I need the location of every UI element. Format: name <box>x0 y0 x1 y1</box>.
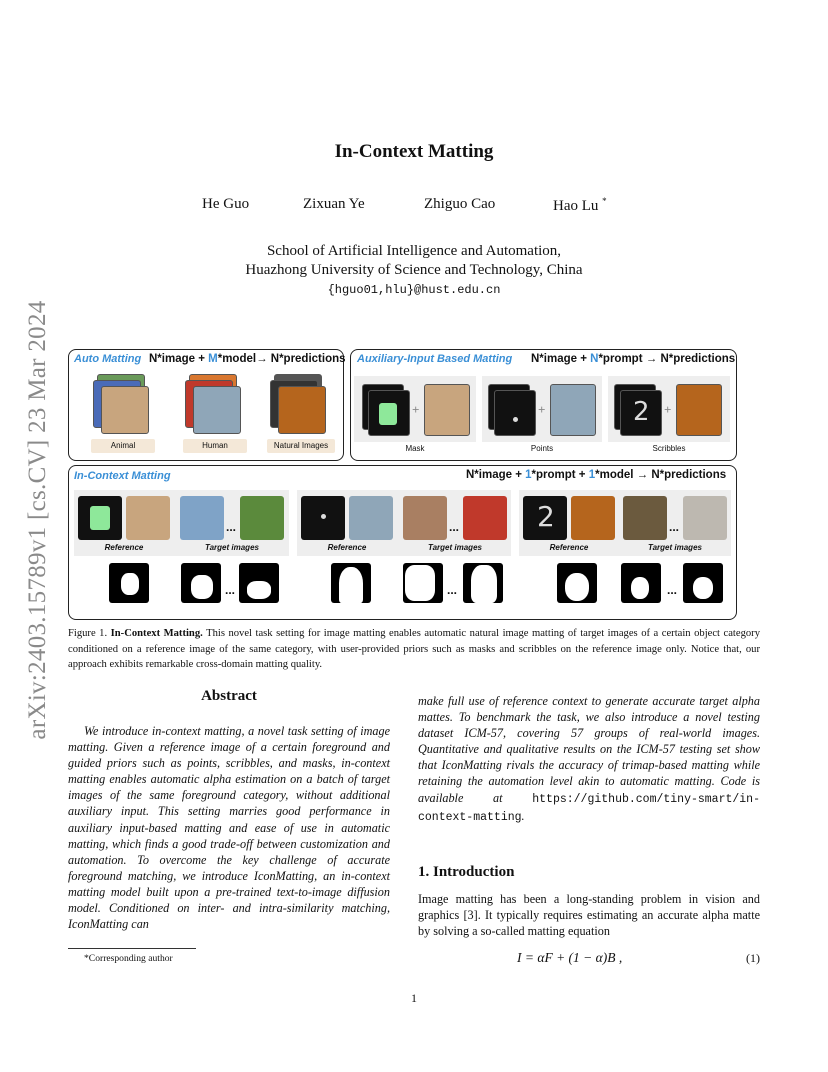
reference-image <box>571 496 615 540</box>
woman-photo <box>550 384 596 436</box>
prior-caption: Scribbles <box>652 444 686 453</box>
reference-caption: Reference <box>549 543 589 552</box>
ellipsis: ... <box>225 583 236 597</box>
scribbles-example <box>608 376 730 442</box>
plus-icon: + <box>538 402 546 417</box>
author-name: Zixuan Ye <box>303 196 365 212</box>
target-image <box>403 496 447 540</box>
targets-caption: Target images <box>428 543 482 552</box>
alpha-matte <box>331 563 371 603</box>
target-image <box>180 496 224 540</box>
guitar-photo <box>278 386 326 434</box>
alpha-matte <box>239 563 279 603</box>
alpha-matte <box>181 563 221 603</box>
figure-caption: Figure 1. In-Context Matting. This novel task setting for image matting enables automatic natural image matting of target images of a certain object category conditioned on a reference image of the same category, with user-provided priors such as masks and scribbles on the reference image only. Notice that, our approach exhibits remarkable cross-domain matting quality. <box>68 628 760 670</box>
abstract-heading: Abstract <box>201 688 257 704</box>
points-example <box>482 376 602 442</box>
abstract-text-right: make full use of reference context to generate accurate target alpha mattes. To benchmark the task, we also introduce a novel testing dataset ICM-57, covering 57 groups of real-world images. Quantitative and qualitative results on the ICM-57 testing set show that IconMatting rivals the accuracy of trimap-based matting while retaining the automation level akin to automatic matting. Code is available at https://github.com/tiny-smart/in-context-matting. <box>418 694 760 824</box>
in-context-matting-panel <box>68 465 737 620</box>
target-image <box>463 496 507 540</box>
teaser-figure <box>68 348 738 620</box>
author-name: He Guo <box>202 196 250 212</box>
panel-formula: N*image + N*prompt → N*predictions <box>531 353 736 365</box>
category-tag: Animal <box>91 439 155 453</box>
ellipsis: ... <box>449 520 460 534</box>
author-name: Hao Lu * <box>553 196 607 214</box>
icm-group-human <box>297 490 511 556</box>
author-email: {hguo01,hlu}@hust.edu.cn <box>327 283 501 297</box>
author-name: Zhiguo Cao <box>424 196 496 212</box>
panel-formula: N*image + M*model→ N*predictions <box>149 353 346 365</box>
target-image <box>683 496 727 540</box>
introduction-heading: 1. Introduction <box>418 864 515 880</box>
target-image <box>623 496 667 540</box>
reference-image <box>126 496 170 540</box>
ellipsis: ... <box>447 583 458 597</box>
affiliation-line: Huazhong University of Science and Technology, China <box>245 262 583 278</box>
reference-points <box>301 496 345 540</box>
category-tag: Natural Images <box>267 439 335 453</box>
alpha-matte <box>403 563 443 603</box>
alpha-matte <box>463 563 503 603</box>
category-tag: Human <box>183 439 247 453</box>
reference-caption: Reference <box>327 543 367 552</box>
scribble-prompt: 2 <box>620 390 662 436</box>
prior-caption: Points <box>530 444 554 453</box>
alpha-matte <box>109 563 149 603</box>
arxiv-stamp: arXiv:2403.15789v1 [cs.CV] 23 Mar 2024 <box>24 300 51 740</box>
guitar-photo <box>676 384 722 436</box>
reference-mask <box>78 496 122 540</box>
reference-image <box>349 496 393 540</box>
target-image <box>240 496 284 540</box>
icm-group-animal <box>74 490 289 556</box>
panel-formula: N*image + 1*prompt + 1*model → N*predictions <box>466 469 727 481</box>
equation-number: (1) <box>746 951 760 965</box>
targets-caption: Target images <box>648 543 702 552</box>
panel-label: Auxiliary-Input Based Matting <box>357 353 513 365</box>
mask-example <box>354 376 476 442</box>
cat-photo <box>101 386 149 434</box>
equation-body: I = αF + (1 − α)B , <box>517 950 623 965</box>
auto-matting-panel <box>68 349 344 461</box>
cat-photo <box>424 384 470 436</box>
mask-prompt <box>368 390 410 436</box>
targets-caption: Target images <box>205 543 259 552</box>
alpha-matte <box>683 563 723 603</box>
abstract-text-left: We introduce in-context matting, a novel task setting of image matting. Given a reference image of a certain foreground and guided priors such as points, scribbles, and masks, in-context matting enables automatic alpha estimation on a batch of target images of the same foreground category, without additional auxiliary input. This setting marries good performance in auxiliary input-based matting and ease of use in automatic matting, which finds a good trade-off between customization and automation. To overcome the key challenge of accurate foreground matching, we introduce IconMatting, an in-context matting model built upon a pre-trained text-to-image diffusion model. Conditioned on inter- and intra-similarity matching, IconMatting can <box>68 724 390 932</box>
footnote: *Corresponding author <box>84 953 173 964</box>
woman-photo <box>193 386 241 434</box>
plus-icon: + <box>664 402 672 417</box>
corresponding-mark: * <box>602 196 607 206</box>
plus-icon: + <box>412 402 420 417</box>
ellipsis: ... <box>667 583 678 597</box>
footnote-rule <box>68 948 196 949</box>
reference-caption: Reference <box>104 543 144 552</box>
prior-caption: Mask <box>405 444 425 453</box>
paper-title: In-Context Matting <box>334 141 494 162</box>
auxiliary-matting-panel <box>350 349 737 461</box>
ellipsis: ... <box>226 520 237 534</box>
panel-label: In-Context Matting <box>74 470 171 482</box>
affiliation-line: School of Artificial Intelligence and Automation, <box>266 243 562 259</box>
icm-group-guitar <box>519 490 731 556</box>
reference-scribble: 2 <box>523 496 567 540</box>
alpha-matte <box>621 563 661 603</box>
code-link[interactable]: https://github.com/tiny-smart/in-context-matting <box>418 792 760 824</box>
introduction-text: Image matting has been a long-standing problem in vision and graphics [3]. It typically requires estimating an accurate alpha matte by solving a so-called matting equation <box>418 892 760 939</box>
ellipsis: ... <box>669 520 680 534</box>
alpha-matte <box>557 563 597 603</box>
panel-label: Auto Matting <box>74 353 142 365</box>
points-prompt <box>494 390 536 436</box>
page-number: 1 <box>411 991 417 1005</box>
